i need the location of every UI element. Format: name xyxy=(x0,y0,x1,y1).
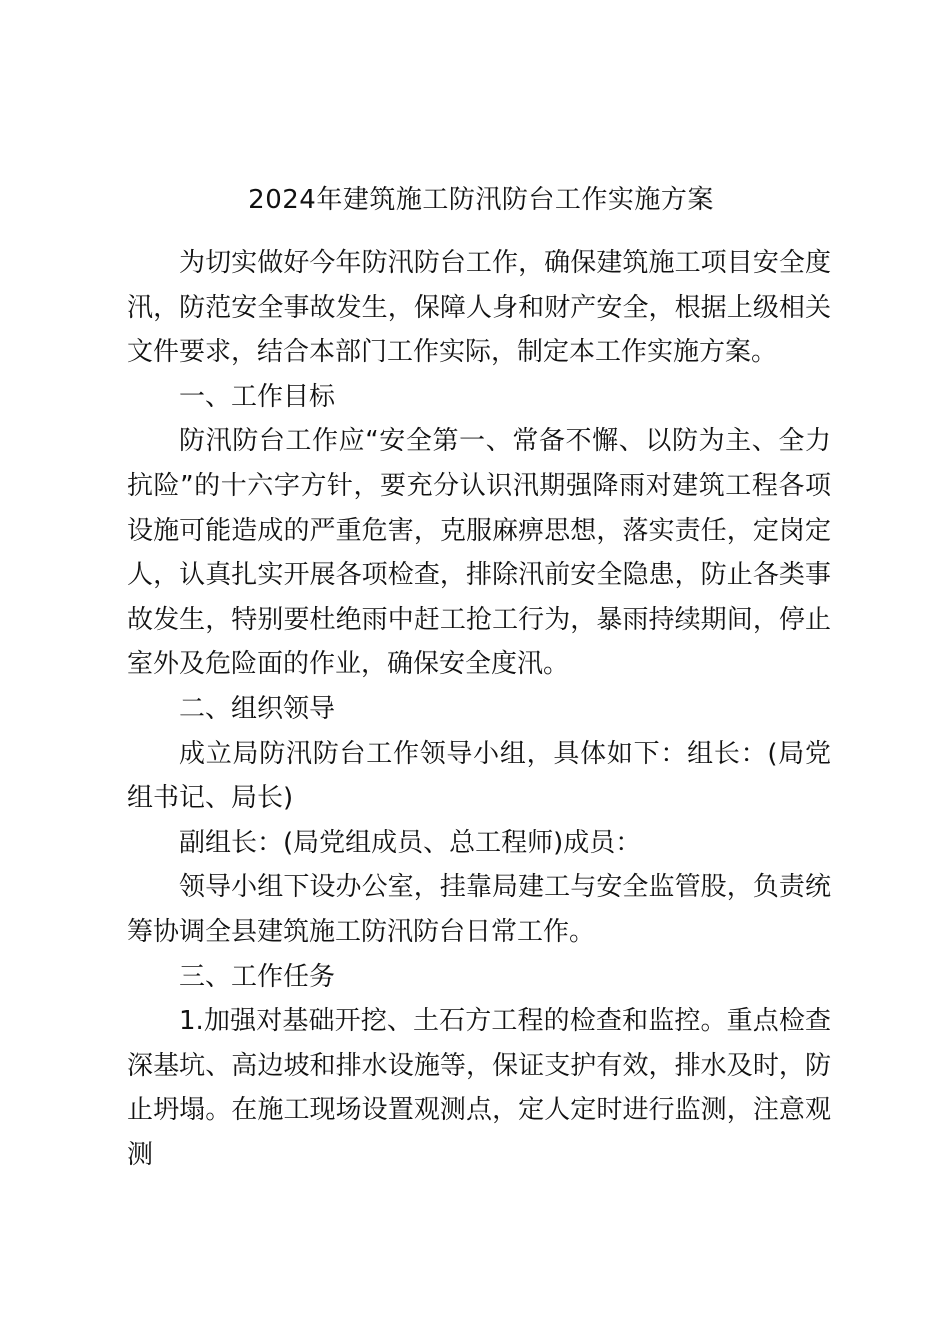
document-page xyxy=(127,178,831,1177)
task-1-paragraph: 1.加强对基础开挖、土石方工程的检查和监控。重点检查深基坑、高边坡和排水设施等，保证支护有效，排水及时，防止坍塌。在施工现场设置观测点，定人定时进行监测，注意观测 xyxy=(127,1006,831,1170)
office-paragraph: 领导小组下设办公室，挂靠局建工与安全监管股，负责统筹协调全县建筑施工防汛防台日常工作。 xyxy=(127,872,831,947)
intro-paragraph: 为切实做好今年防汛防台工作，确保建筑施工项目安全度汛，防范安全事故发生，保障人身和财产安全，根据上级相关文件要求，结合本部门工作实际，制定本工作实施方案。 xyxy=(127,248,831,368)
section-heading-tasks: 三、工作任务 xyxy=(179,961,336,992)
goals-paragraph: 防汛防台工作应“安全第一、常备不懈、以防为主、全力抗险”的十六字方针，要充分认识汛期强降雨对建筑工程各项设施可能造成的严重危害，克服麻痹思想，落实责任，定岗定人，认真扎实开展各项检查，排除汛前安全隐患，防止各类事故发生，特别要杜绝雨中赶工抢工行为，暴雨持续期间，停止室外及危险面的作业，确保安全度汛。 xyxy=(127,426,831,680)
section-heading-leadership: 二、组织领导 xyxy=(179,693,336,724)
document-title: 2024年建筑施工防汛防台工作实施方案 xyxy=(248,185,714,215)
leadership-paragraph: 成立局防汛防台工作领导小组，具体如下：组长：(局党组书记、局长) xyxy=(127,738,831,814)
section-heading-goals: 一、工作目标 xyxy=(179,381,336,412)
deputy-leader-paragraph: 副组长：(局党组成员、总工程师)成员： xyxy=(179,827,642,858)
